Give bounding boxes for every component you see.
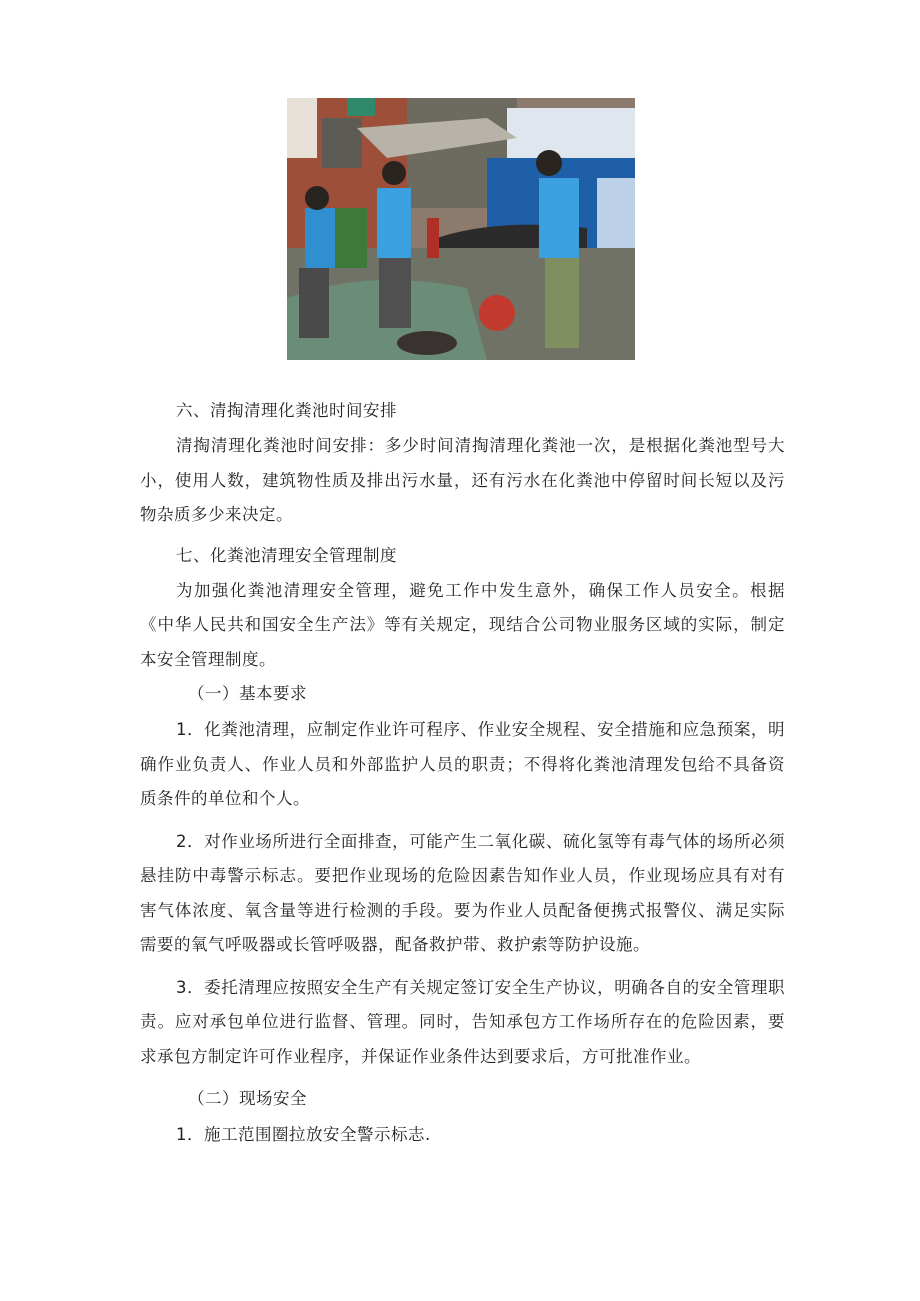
section-6-heading: 六、清掏清理化粪池时间安排 <box>176 401 397 420</box>
subsection-1-item-2: 2．对作业场所进行全面排查，可能产生二氧化碳、硫化氢等有毒气体的场所必须悬挂防中毒警示标志。要把作业现场的危险因素告知作业人员，作业现场应具有对有害气体浓度、氧含量等进行检测的手段。要为作业人员配备便携式报警仪、满足实际需要的氧气呼吸器或长管呼吸器，配备救护带、救护索等防护设施。 <box>140 831 785 954</box>
subsection-2-item-1: 1．施工范围圈拉放安全警示标志. <box>176 1125 431 1144</box>
section-7-intro: 为加强化粪池清理安全管理，避免工作中发生意外，确保工作人员安全。根据《中华人民共和国安全生产法》等有关规定，现结合公司物业服务区域的实际，制定本安全管理制度。 <box>140 580 785 669</box>
section-7-heading: 七、化粪池清理安全管理制度 <box>176 545 397 565</box>
subsection-2-heading: （二）现场安全 <box>188 1089 307 1108</box>
document-body <box>140 400 785 1153</box>
subsection-1-item-3: 3．委托清理应按照安全生产有关规定签订安全生产协议，明确各自的安全管理职责。应对承包单位进行监督、管理。同时，告知承包方工作场所存在的危险因素，要求承包方制定许可作业程序，并保证作业条件达到要求后，方可批准作业。 <box>140 977 785 1066</box>
subsection-1-item-1: 1．化粪池清理，应制定作业许可程序、作业安全规程、安全措施和应急预案，明确作业负责人、作业人员和外部监护人员的职责；不得将化粪池清理发包给不具备资质条件的单位和个人。 <box>140 720 785 808</box>
subsection-1-heading: （一）基本要求 <box>188 684 307 703</box>
septic-tank-cleaning-photo <box>287 98 635 360</box>
section-6-body: 清掏清理化粪池时间安排：多少时间清掏清理化粪池一次，是根据化粪池型号大小，使用人数，建筑物性质及排出污水量，还有污水在化粪池中停留时间长短以及污物杂质多少来决定。 <box>140 436 785 524</box>
